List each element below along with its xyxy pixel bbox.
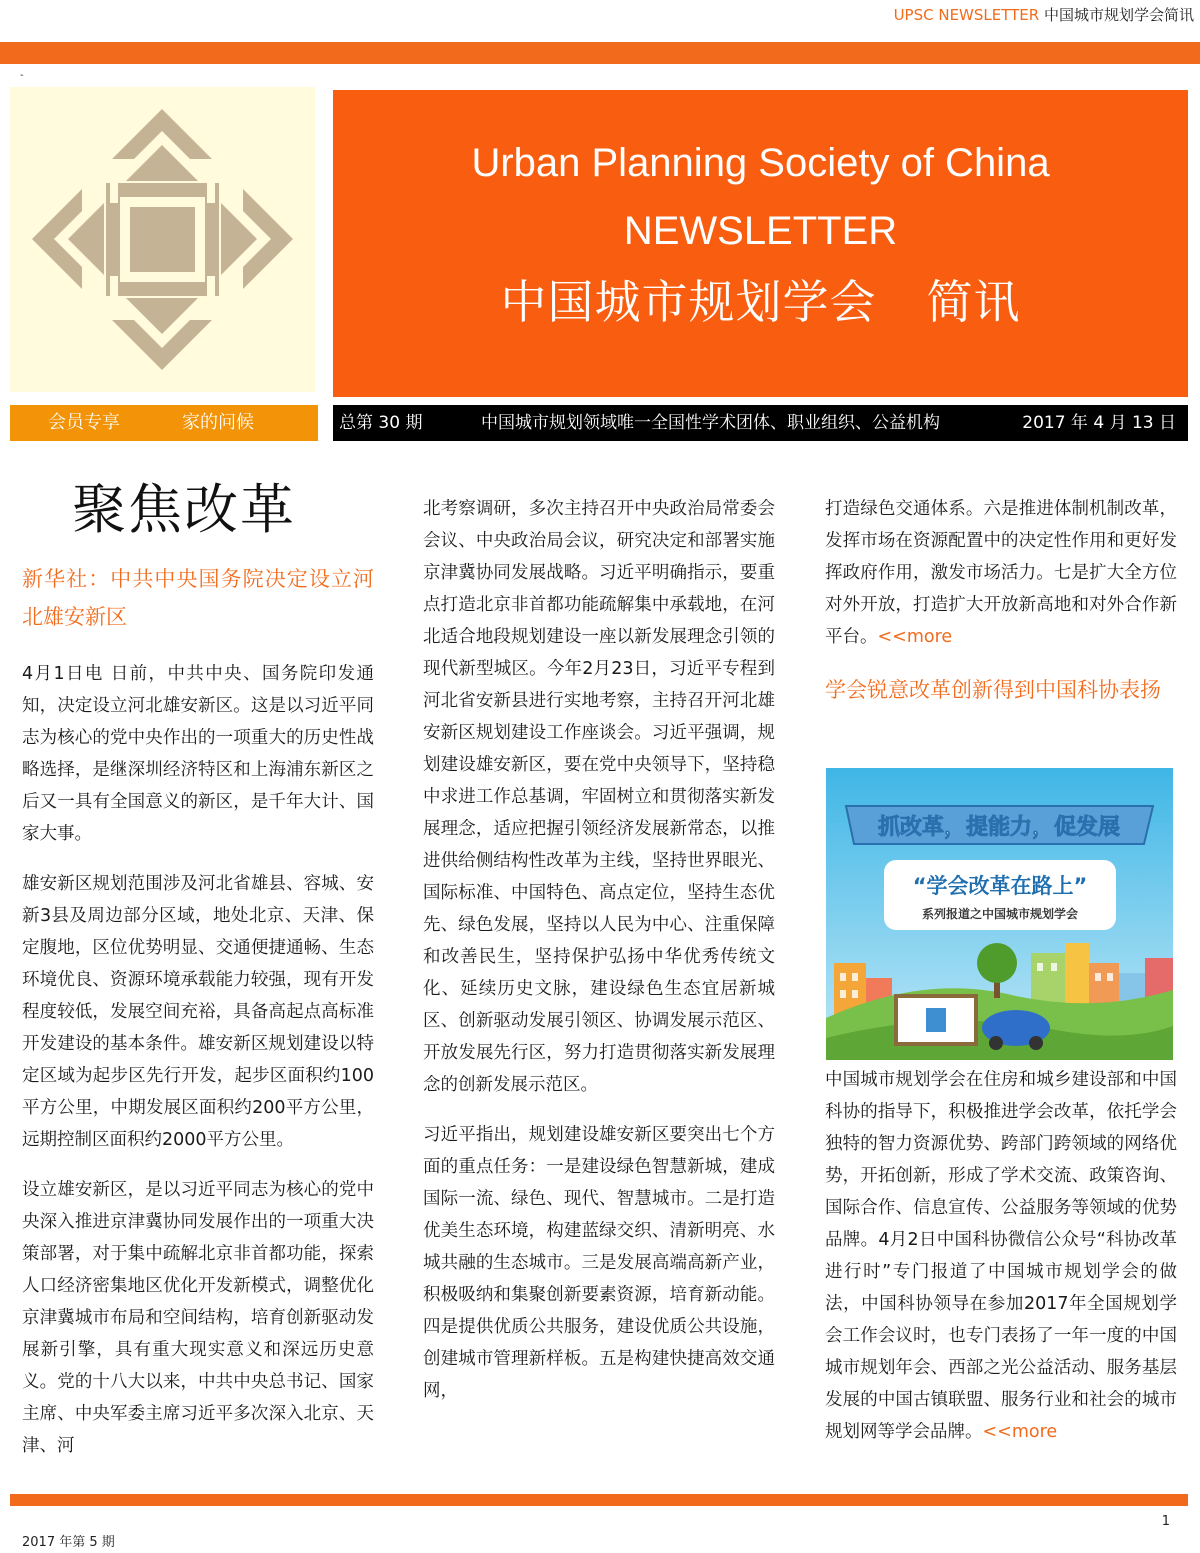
masthead xyxy=(333,90,1188,397)
article2-more-link[interactable]: <<more xyxy=(982,1422,1058,1442)
running-header-en: UPSC NEWSLETTER xyxy=(893,6,1040,24)
nav-greetings-link[interactable]: 家的问候 xyxy=(182,412,254,433)
article2-title[interactable]: 学会锐意改革创新得到中国科协表扬 xyxy=(825,678,1161,702)
column-1 xyxy=(22,560,374,1480)
issue-bar xyxy=(333,405,1188,441)
article1-title[interactable]: 新华社：中共中央国务院决定设立河北雄安新区 xyxy=(22,567,374,629)
masthead-cn-newsletter: 简讯 xyxy=(926,275,1021,329)
top-orange-bar xyxy=(0,42,1200,64)
section-title: 聚焦改革 xyxy=(72,478,296,541)
article1-more-link[interactable]: <<more xyxy=(877,627,953,647)
society-logo-icon xyxy=(10,87,315,392)
footer-issue: 2017 年第 5 期 xyxy=(22,1535,115,1550)
issue-tagline: 中国城市规划领域唯一全国性学术团体、职业组织、公益机构 xyxy=(481,413,940,433)
masthead-title-cn xyxy=(333,274,1188,330)
society-logo xyxy=(10,87,315,392)
masthead-cn-society: 中国城市规划学会 xyxy=(500,275,877,329)
promo-illustration-icon xyxy=(826,768,1173,1060)
tiny-mark: - xyxy=(20,70,24,81)
running-header xyxy=(894,4,1194,26)
issue-date: 2017 年 4 月 13 日 xyxy=(1022,413,1176,433)
running-header-cn: 中国城市规划学会简讯 xyxy=(1043,6,1194,24)
article1-paragraph-3b: 北考察调研，多次主持召开中央政治局常委会会议、中央政治局会议，研究决定和部署实施京津冀协同发展战略。习近平明确指示，要重点打造北京非首都功能疏解集中承载地，在河北适合地段规划建设一座以新发展理念引领的现代新型城区。今年2月23日，习近平专程到河北省安新县进行实地考察，主持召开河北雄安新区规划建设工作座谈会。习近平强调，规划建设雄安新区，要在党中央领导下，坚持稳中求进工作总基调，牢固树立和贯彻落实新发展理念，适应把握引领经济发展新常态，以推进供给侧结构性改革为主线，坚持世界眼光、国际标准、中国特色、高点定位，坚持生态优先、绿色发展，坚持以人民为中心、注重保障和改善民生，坚持保护弘扬中华优秀传统文化、延续历史文脉，建设绿色生态宜居新城区、创新驱动发展引领区、协调发展示范区、开放发展先行区，努力打造贯彻落实新发展理念的创新发展示范区。 xyxy=(423,499,775,1095)
article1-paragraph-3a: 设立雄安新区，是以习近平同志为核心的党中央深入推进京津冀协同发展作出的一项重大决策部署，对于集中疏解北京非首都功能，探索人口经济密集地区优化开发新模式，调整优化京津冀城市布局和空间结构，培育创新驱动发展新引擎，具有重大现实意义和深远历史意义。党的十八大以来，中共中央总书记、国家主席、中央军委主席习近平多次深入北京、天津、河 xyxy=(22,1180,374,1456)
article1-paragraph-4b: 打造绿色交通体系。六是推进体制机制改革，发挥市场在资源配置中的决定性作用和更好发挥政府作用，激发市场活力。七是扩大全方位对外开放，打造扩大开放新高地和对外合作新平台。 xyxy=(825,499,1177,647)
promo-subline: 系列报道之中国城市规划学会 xyxy=(921,907,1079,921)
promo-banner-text: 抓改革，提能力，促发展 xyxy=(877,815,1121,840)
column-2 xyxy=(423,493,775,1425)
page-number: 1 xyxy=(1161,1514,1170,1529)
nav-members-link[interactable]: 会员专享 xyxy=(48,412,120,433)
article2-paragraph: 中国城市规划学会在住房和城乡建设部和中国科协的指导下，积极推进学会改革，依托学会独特的智力资源优势、跨部门跨领域的网络优势，开拓创新，形成了学术交流、政策咨询、国际合作、信息宣传、公益服务等领域的优势品牌。4月2日中国科协微信公众号“科协改革进行时”专门报道了中国城市规划学会的做法，中国科协领导在参加2017年全国规划学会工作会议时，也专门表扬了一年一度的中国城市规划年会、西部之光公益活动、服务基层发展的中国古镇联盟、服务行业和社会的城市规划网等学会品牌。 xyxy=(825,1070,1177,1442)
nav-strip xyxy=(10,405,318,441)
issue-number: 总第 30 期 xyxy=(339,413,423,433)
column-3-lower xyxy=(825,1064,1177,1466)
masthead-newsletter: NEWSLETTER xyxy=(623,209,898,253)
article2-image xyxy=(826,768,1173,1060)
masthead-title-en: Urban Planning Society of China xyxy=(471,141,1050,185)
article1-paragraph-1: 4月1日电 日前，中共中央、国务院印发通知，决定设立河北雄安新区。这是以习近平同志为核心的党中央作出的一项重大的历史性战略选择，是继深圳经济特区和上海浦东新区之后又一具有全国意义的新区，是千年大计、国家大事。 xyxy=(22,664,374,844)
promo-headline: “学会改革在路上” xyxy=(912,874,1088,898)
article1-paragraph-2: 雄安新区规划范围涉及河北省雄县、容城、安新3县及周边部分区域，地处北京、天津、保定腹地，区位优势明显、交通便捷通畅、生态环境优良、资源环境承载能力较强，现有开发程度较低，发展空间充裕，具备高起点高标准开发建设的基本条件。雄安新区规划建设以特定区域为起步区先行开发，起步区面积约100平方公里，中期发展区面积约200平方公里，远期控制区面积约2000平方公里。 xyxy=(22,874,374,1150)
bottom-orange-bar xyxy=(10,1494,1188,1506)
article1-paragraph-4a: 习近平指出，规划建设雄安新区要突出七个方面的重点任务：一是建设绿色智慧新城，建成国际一流、绿色、现代、智慧城市。二是打造优美生态环境，构建蓝绿交织、清新明亮、水城共融的生态城市。三是发展高端高新产业，积极吸纳和集聚创新要素资源，培育新动能。四是提供优质公共服务，建设优质公共设施，创建城市管理新样板。五是构建快捷高效交通网， xyxy=(423,1125,775,1401)
column-3 xyxy=(825,493,1177,709)
